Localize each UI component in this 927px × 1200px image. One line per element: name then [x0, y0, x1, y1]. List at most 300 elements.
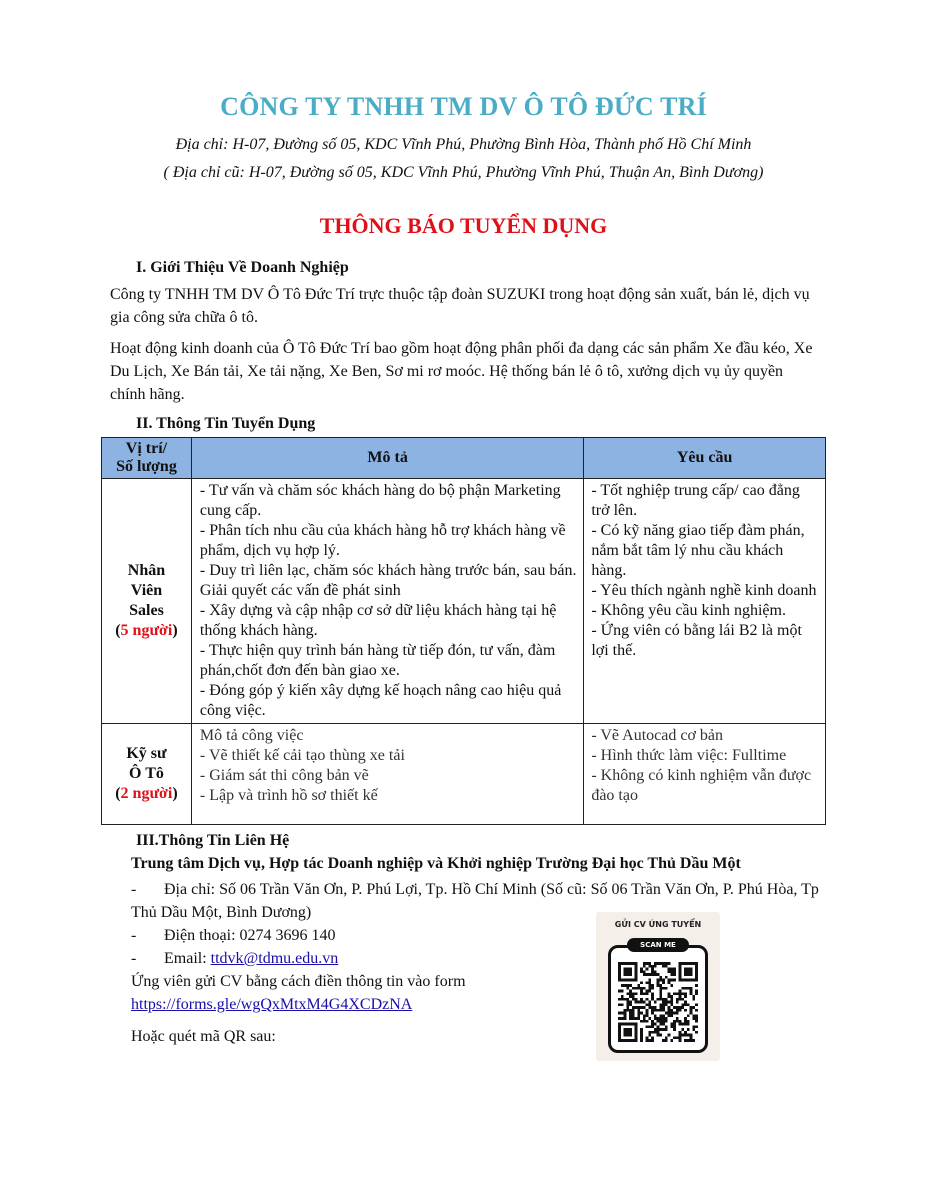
- qr-module: [632, 998, 635, 1001]
- header-position-line2: Số lượng: [116, 458, 177, 475]
- qr-module: [690, 1039, 693, 1042]
- qr-module: [662, 1003, 665, 1006]
- qr-module: [670, 1025, 673, 1028]
- qr-module: [662, 1020, 665, 1023]
- qr-module: [690, 970, 693, 973]
- qr-module: [654, 1014, 657, 1017]
- count-value: 2 người: [120, 785, 173, 802]
- qr-module: [676, 992, 679, 995]
- qr-module: [629, 1017, 632, 1020]
- qr-module: [626, 968, 629, 971]
- qr-module: [618, 1003, 621, 1006]
- qr-module: [629, 1039, 632, 1042]
- qr-module: [668, 1014, 671, 1017]
- table-header-row: [102, 438, 826, 479]
- qr-module: [679, 968, 682, 971]
- section-3-heading: III.Thông Tin Liên Hệ: [136, 832, 290, 849]
- qr-module: [695, 1009, 698, 1012]
- qr-module: [635, 970, 638, 973]
- qr-module: [618, 998, 621, 1001]
- qr-module: [624, 1039, 627, 1042]
- qr-module: [651, 1025, 654, 1028]
- email-link[interactable]: ttdvk@tdmu.edu.vn: [210, 950, 339, 967]
- qr-module: [621, 984, 624, 987]
- qr-module: [651, 968, 654, 971]
- qr-module: [648, 1025, 651, 1028]
- qr-module: [673, 992, 676, 995]
- qr-module: [670, 968, 673, 971]
- qr-module: [659, 992, 662, 995]
- qr-module: [640, 1031, 643, 1034]
- qr-module: [648, 984, 651, 987]
- qr-module: [687, 973, 690, 976]
- qr-module: [632, 1023, 635, 1026]
- qr-module: [626, 1028, 629, 1031]
- qr-module: [679, 962, 682, 965]
- qr-module: [654, 1031, 657, 1034]
- qr-module: [624, 1023, 627, 1026]
- qr-module: [692, 1017, 695, 1020]
- qr-module: [618, 968, 621, 971]
- qr-module: [662, 1006, 665, 1009]
- qr-module: [618, 1025, 621, 1028]
- qr-module: [618, 990, 621, 993]
- qr-module: [624, 970, 627, 973]
- qr-module: [692, 962, 695, 965]
- qr-module: [646, 968, 649, 971]
- requirement-item: - Vẽ Autocad cơ bản: [591, 727, 724, 744]
- qr-module: [687, 1028, 690, 1031]
- qr-module: [624, 984, 627, 987]
- qr-module: [637, 984, 640, 987]
- qr-module: [687, 970, 690, 973]
- form-link-row: [131, 993, 412, 1016]
- qr-module: [651, 1012, 654, 1015]
- qr-module: [626, 962, 629, 965]
- bullet-dash: -: [131, 950, 137, 967]
- qr-module: [665, 1003, 668, 1006]
- section-2-heading: II. Thông Tin Tuyển Dụng: [136, 415, 316, 432]
- qr-module: [651, 984, 654, 987]
- qr-module: [624, 968, 627, 971]
- qr-module: [695, 1003, 698, 1006]
- qr-module: [687, 1023, 690, 1026]
- qr-module: [629, 995, 632, 998]
- qr-module: [646, 992, 649, 995]
- qr-module: [668, 992, 671, 995]
- qr-module: [629, 1023, 632, 1026]
- qr-module: [668, 995, 671, 998]
- qr-module: [673, 1036, 676, 1039]
- qr-module: [640, 987, 643, 990]
- qr-module: [668, 1009, 671, 1012]
- bullet-dash: -: [131, 881, 137, 898]
- qr-module: [624, 1017, 627, 1020]
- qr-module: [626, 1001, 629, 1004]
- header-requirements: Yêu cầu: [584, 438, 826, 479]
- requirement-item: - Có kỹ năng giao tiếp đàm phán, nắm bắt tâm lý nhu cầu khách hàng.: [591, 522, 805, 579]
- qr-module: [637, 1009, 640, 1012]
- qr-module: [679, 1006, 682, 1009]
- qr-module: [665, 1012, 668, 1015]
- qr-module: [624, 1012, 627, 1015]
- qr-module: [684, 968, 687, 971]
- qr-module: [690, 973, 693, 976]
- qr-module: [673, 1023, 676, 1026]
- qr-module: [632, 1014, 635, 1017]
- qr-module: [692, 1006, 695, 1009]
- qr-module: [695, 968, 698, 971]
- qr-module: [621, 1023, 624, 1026]
- qr-module: [665, 976, 668, 979]
- qr-module: [643, 965, 646, 968]
- qr-module: [654, 973, 657, 976]
- qr-module: [629, 990, 632, 993]
- qr-module: [665, 1017, 668, 1020]
- qr-module: [673, 968, 676, 971]
- qr-module: [648, 990, 651, 993]
- qr-module: [629, 1014, 632, 1017]
- qr-module: [692, 1039, 695, 1042]
- company-old-address: ( Địa chỉ cũ: H-07, Đường số 05, KDC Vĩnh Phú, Phường Vĩnh Phú, Thuận An, Bình Dương): [163, 164, 764, 181]
- qr-module: [651, 1036, 654, 1039]
- qr-module: [662, 1028, 665, 1031]
- qr-module: [668, 1034, 671, 1037]
- qr-module: [648, 1006, 651, 1009]
- qr-module: [659, 976, 662, 979]
- qr-module: [632, 995, 635, 998]
- description-item: - Duy trì liên lạc, chăm sóc khách hàng trước bán, sau bán. Giải quyết các vấn đề phát sinh: [199, 562, 577, 599]
- qr-module: [640, 1020, 643, 1023]
- qr-module: [659, 990, 662, 993]
- qr-module: [684, 1001, 687, 1004]
- notice-title: THÔNG BÁO TUYỂN DỤNG: [319, 213, 608, 238]
- qr-module: [684, 1003, 687, 1006]
- description-item: - Xây dựng và cập nhập cơ sở dữ liệu khách hàng tại hệ thống khách hàng.: [199, 602, 557, 639]
- qr-module: [679, 1020, 682, 1023]
- qr-module: [690, 962, 693, 965]
- qr-module: [651, 998, 654, 1001]
- qr-module: [648, 1001, 651, 1004]
- qr-module: [681, 987, 684, 990]
- qr-module: [646, 1020, 649, 1023]
- qr-module: [629, 968, 632, 971]
- qr-module: [665, 1020, 668, 1023]
- qr-card[interactable]: [596, 912, 720, 1061]
- qr-module: [621, 990, 624, 993]
- qr-module: [640, 1034, 643, 1037]
- description-item: Mô tả công việc: [199, 727, 304, 744]
- qr-module: [681, 1006, 684, 1009]
- qr-module: [626, 1009, 629, 1012]
- qr-module: [632, 1006, 635, 1009]
- qr-module: [673, 970, 676, 973]
- qr-module: [657, 1034, 660, 1037]
- qr-module: [662, 987, 665, 990]
- qr-module: [665, 1039, 668, 1042]
- qr-module: [657, 984, 660, 987]
- qr-module: [673, 1006, 676, 1009]
- qr-module: [665, 998, 668, 1001]
- qr-module: [626, 987, 629, 990]
- qr-module: [618, 970, 621, 973]
- qr-module: [681, 1003, 684, 1006]
- bullet-dash: -: [131, 927, 137, 944]
- qr-module: [635, 1039, 638, 1042]
- qr-module: [654, 1009, 657, 1012]
- qr-module: [648, 965, 651, 968]
- qr-module: [626, 1006, 629, 1009]
- qr-module: [618, 1039, 621, 1042]
- qr-module: [670, 1023, 673, 1026]
- qr-module: [659, 1028, 662, 1031]
- recruitment-table: [101, 437, 826, 825]
- header-position: [102, 438, 192, 479]
- scan-me-badge: SCAN ME: [627, 938, 689, 952]
- qr-module: [690, 1036, 693, 1039]
- qr-module: [618, 1017, 621, 1020]
- qr-module: [659, 1020, 662, 1023]
- qr-module: [618, 1034, 621, 1037]
- qr-module: [648, 987, 651, 990]
- qr-module: [665, 1036, 668, 1039]
- qr-module: [670, 1003, 673, 1006]
- qr-module: [648, 1034, 651, 1037]
- qr-module: [629, 973, 632, 976]
- qr-module: [679, 995, 682, 998]
- qr-module: [637, 1014, 640, 1017]
- qr-module: [635, 1034, 638, 1037]
- qr-module: [670, 998, 673, 1001]
- qr-instruction: Hoặc quét mã QR sau:: [131, 1028, 276, 1045]
- qr-module: [695, 984, 698, 987]
- company-address: Địa chỉ: H-07, Đường số 05, KDC Vĩnh Phú, Phường Bình Hòa, Thành phố Hồ Chí Minh: [175, 136, 752, 153]
- qr-module: [673, 1028, 676, 1031]
- qr-module: [684, 962, 687, 965]
- contact-phone-text: Điện thoại: 0274 3696 140: [164, 927, 336, 944]
- email-label: Email:: [164, 950, 211, 967]
- contact-address-text: Địa chỉ: Số 06 Trần Văn Ơn, P. Phú Lợi, Tp. Hồ Chí Minh (Số cũ: Số 06 Trần Văn Ơn, P. Phú Hòa, Tp Thủ Dầu Một, Bình Dương): [131, 881, 819, 921]
- qr-module: [621, 995, 624, 998]
- qr-module: [648, 1031, 651, 1034]
- qr-module: [657, 1009, 660, 1012]
- qr-module: [629, 984, 632, 987]
- qr-module: [684, 973, 687, 976]
- qr-module: [626, 992, 629, 995]
- qr-module: [687, 1014, 690, 1017]
- count-value: 5 người: [120, 622, 173, 639]
- qr-module: [659, 984, 662, 987]
- qr-module: [635, 968, 638, 971]
- description-cell: [191, 724, 583, 825]
- qr-module: [654, 1023, 657, 1026]
- qr-module: [695, 1031, 698, 1034]
- qr-module: [690, 1006, 693, 1009]
- qr-module: [668, 970, 671, 973]
- description-item: - Giám sát thi công bản vẽ: [199, 767, 369, 784]
- qr-module: [659, 995, 662, 998]
- qr-module: [626, 984, 629, 987]
- qr-module: [626, 1003, 629, 1006]
- qr-module: [648, 979, 651, 982]
- qr-module: [629, 1034, 632, 1037]
- qr-module: [618, 976, 621, 979]
- qr-module: [676, 998, 679, 1001]
- qr-module: [635, 962, 638, 965]
- qr-module: [621, 979, 624, 982]
- qr-module: [670, 984, 673, 987]
- qr-module: [643, 1020, 646, 1023]
- qr-module: [629, 1003, 632, 1006]
- requirement-item: - Không yêu cầu kinh nghiệm.: [591, 602, 786, 619]
- qr-module: [695, 979, 698, 982]
- qr-module: [651, 965, 654, 968]
- qr-module: [626, 970, 629, 973]
- qr-module: [637, 1001, 640, 1004]
- position-name: Viên: [130, 582, 163, 599]
- qr-module: [640, 968, 643, 971]
- intro-paragraph-1: Công ty TNHH TM DV Ô Tô Đức Trí trực thuộc tập đoàn SUZUKI trong hoạt động sản xuất, bán lẻ, dịch vụ gia công sửa chữa ô tô.: [110, 286, 810, 326]
- qr-module: [646, 1039, 649, 1042]
- qr-module: [684, 1017, 687, 1020]
- qr-module: [670, 1012, 673, 1015]
- qr-module: [687, 962, 690, 965]
- qr-module: [659, 962, 662, 965]
- qr-module: [624, 973, 627, 976]
- company-title: CÔNG TY TNHH TM DV Ô TÔ ĐỨC TRÍ: [220, 92, 707, 121]
- qr-module: [629, 1001, 632, 1004]
- qr-module: [626, 1023, 629, 1026]
- qr-module: [659, 1017, 662, 1020]
- qr-module: [624, 1009, 627, 1012]
- qr-module: [624, 1014, 627, 1017]
- qr-code-icon[interactable]: [618, 962, 698, 1042]
- qr-module: [684, 1023, 687, 1026]
- description-item: - Đóng góp ý kiến xây dựng kế hoạch nâng cao hiệu quả công việc.: [199, 682, 562, 719]
- qr-module: [621, 1003, 624, 1006]
- qr-module: [635, 976, 638, 979]
- position-count: (5 người): [115, 622, 178, 639]
- qr-module: [635, 1031, 638, 1034]
- qr-module: [626, 998, 629, 1001]
- qr-module: [673, 979, 676, 982]
- form-link[interactable]: https://forms.gle/wgQxMtxM4G4XCDzNA: [131, 996, 413, 1013]
- qr-module: [632, 987, 635, 990]
- qr-module: [670, 1009, 673, 1012]
- qr-module: [687, 1003, 690, 1006]
- requirement-item: - Tốt nghiệp trung cấp/ cao đẳng trở lên.: [591, 482, 800, 519]
- qr-module: [637, 1012, 640, 1015]
- qr-module: [687, 987, 690, 990]
- qr-module: [670, 979, 673, 982]
- position-count: (2 người): [115, 785, 178, 802]
- qr-module: [624, 962, 627, 965]
- qr-module: [635, 1017, 638, 1020]
- qr-module: [684, 979, 687, 982]
- qr-module: [632, 1012, 635, 1015]
- qr-module: [670, 1014, 673, 1017]
- qr-module: [624, 1034, 627, 1037]
- qr-module: [684, 1039, 687, 1042]
- qr-module: [629, 992, 632, 995]
- qr-module: [640, 992, 643, 995]
- qr-module: [646, 990, 649, 993]
- qr-module: [654, 1001, 657, 1004]
- qr-module: [648, 962, 651, 965]
- qr-module: [624, 979, 627, 982]
- qr-module: [640, 1006, 643, 1009]
- qr-module: [681, 1028, 684, 1031]
- qr-module: [662, 1001, 665, 1004]
- qr-module: [668, 1001, 671, 1004]
- qr-module: [640, 1036, 643, 1039]
- qr-module: [643, 1006, 646, 1009]
- qr-module: [643, 962, 646, 965]
- qr-module: [679, 1039, 682, 1042]
- qr-module: [648, 1039, 651, 1042]
- qr-module: [690, 990, 693, 993]
- qr-module: [618, 1012, 621, 1015]
- qr-module: [659, 1014, 662, 1017]
- qr-module: [662, 979, 665, 982]
- qr-module: [676, 1009, 679, 1012]
- qr-module: [626, 1034, 629, 1037]
- form-instruction: Ứng viên gửi CV bằng cách điền thông tin vào form: [131, 973, 466, 990]
- qr-module: [684, 1034, 687, 1037]
- qr-module: [646, 1009, 649, 1012]
- qr-module: [679, 998, 682, 1001]
- qr-module: [643, 970, 646, 973]
- position-name: Nhân: [127, 562, 166, 579]
- qr-module: [654, 1028, 657, 1031]
- qr-module: [651, 1020, 654, 1023]
- qr-module: [662, 965, 665, 968]
- qr-module: [690, 1009, 693, 1012]
- qr-module: [618, 973, 621, 976]
- qr-module: [679, 976, 682, 979]
- qr-module: [659, 1034, 662, 1037]
- qr-module: [670, 1001, 673, 1004]
- qr-module: [676, 1012, 679, 1015]
- qr-module: [695, 962, 698, 965]
- qr-module: [679, 970, 682, 973]
- qr-module: [659, 1006, 662, 1009]
- qr-module: [668, 968, 671, 971]
- qr-module: [624, 998, 627, 1001]
- requirement-item: - Hình thức làm việc: Fulltime: [591, 747, 787, 764]
- qr-module: [635, 1006, 638, 1009]
- qr-module: [695, 1014, 698, 1017]
- qr-module: [654, 962, 657, 965]
- qr-module: [673, 1012, 676, 1015]
- requirements-cell: [584, 479, 826, 724]
- qr-module: [695, 976, 698, 979]
- qr-module: [621, 962, 624, 965]
- qr-module: [648, 981, 651, 984]
- qr-module: [662, 981, 665, 984]
- qr-module: [648, 973, 651, 976]
- qr-module: [684, 992, 687, 995]
- qr-module: [695, 990, 698, 993]
- qr-module: [632, 962, 635, 965]
- qr-module: [662, 962, 665, 965]
- qr-module: [651, 970, 654, 973]
- qr-module: [640, 990, 643, 993]
- qr-module: [654, 1017, 657, 1020]
- qr-module: [665, 1028, 668, 1031]
- qr-module: [626, 1039, 629, 1042]
- qr-module: [640, 1012, 643, 1015]
